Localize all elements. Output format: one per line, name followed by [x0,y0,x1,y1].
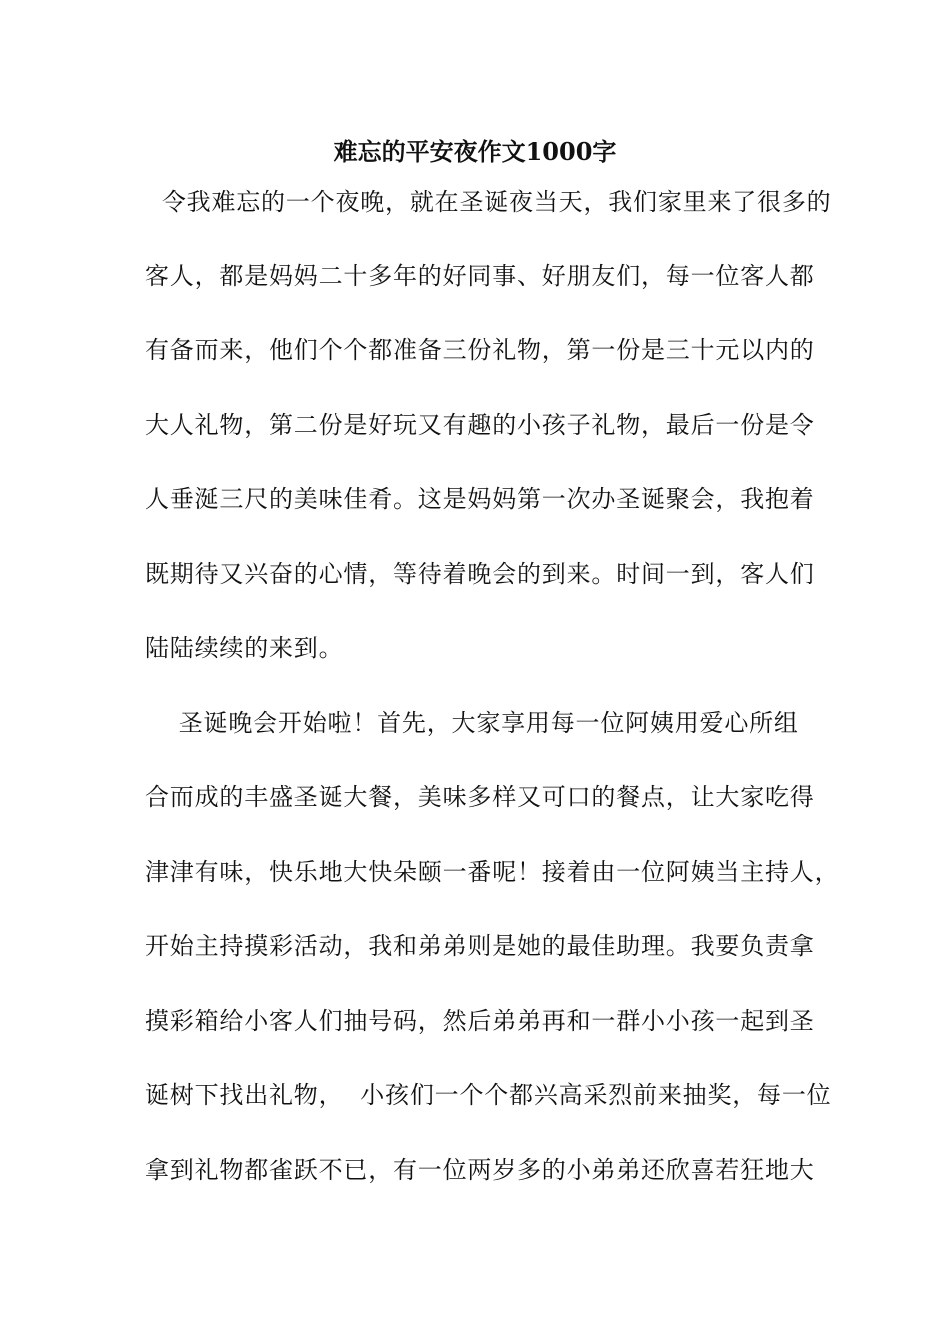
text-line: 令我难忘的一个夜晚，就在圣诞夜当天，我们家里来了很多的 [145,188,832,216]
text-line: 客人，都是妈妈二十多年的好同事、好朋友们，每一位客人都 [145,262,815,290]
document-title: 难忘的平安夜作文1000字 [333,137,617,166]
text-line: 既期待又兴奋的心情，等待着晚会的到来。时间一到，客人们 [145,560,815,588]
text-line: 有备而来，他们个个都准备三份礼物，第一份是三十元以内的 [145,336,815,364]
text-line: 圣诞晚会开始啦！首先，大家享用每一位阿姨用爱心所组 [145,709,799,737]
text-line: 合而成的丰盛圣诞大餐，美味多样又可口的餐点，让大家吃得 [145,783,815,811]
text-line: 人垂涎三尺的美味佳肴。这是妈妈第一次办圣诞聚会，我抱着 [145,485,815,513]
text-line: 开始主持摸彩活动，我和弟弟则是她的最佳助理。我要负责拿 [145,932,815,960]
text-line: 摸彩箱给小客人们抽号码，然后弟弟再和一群小小孩一起到圣 [145,1007,815,1035]
text-line: 津津有味，快乐地大快朵颐一番呢！接着由一位阿姨当主持人， [145,858,840,886]
text-line: 陆陆续续的来到。 [145,634,344,662]
text-line: 大人礼物，第二份是好玩又有趣的小孩子礼物，最后一份是令 [145,411,815,439]
text-line: 拿到礼物都雀跃不已，有一位两岁多的小弟弟还欣喜若狂地大 [145,1156,815,1184]
text-line: 诞树下找出礼物， 小孩们一个个都兴高采烈前来抽奖，每一位 [145,1081,832,1109]
